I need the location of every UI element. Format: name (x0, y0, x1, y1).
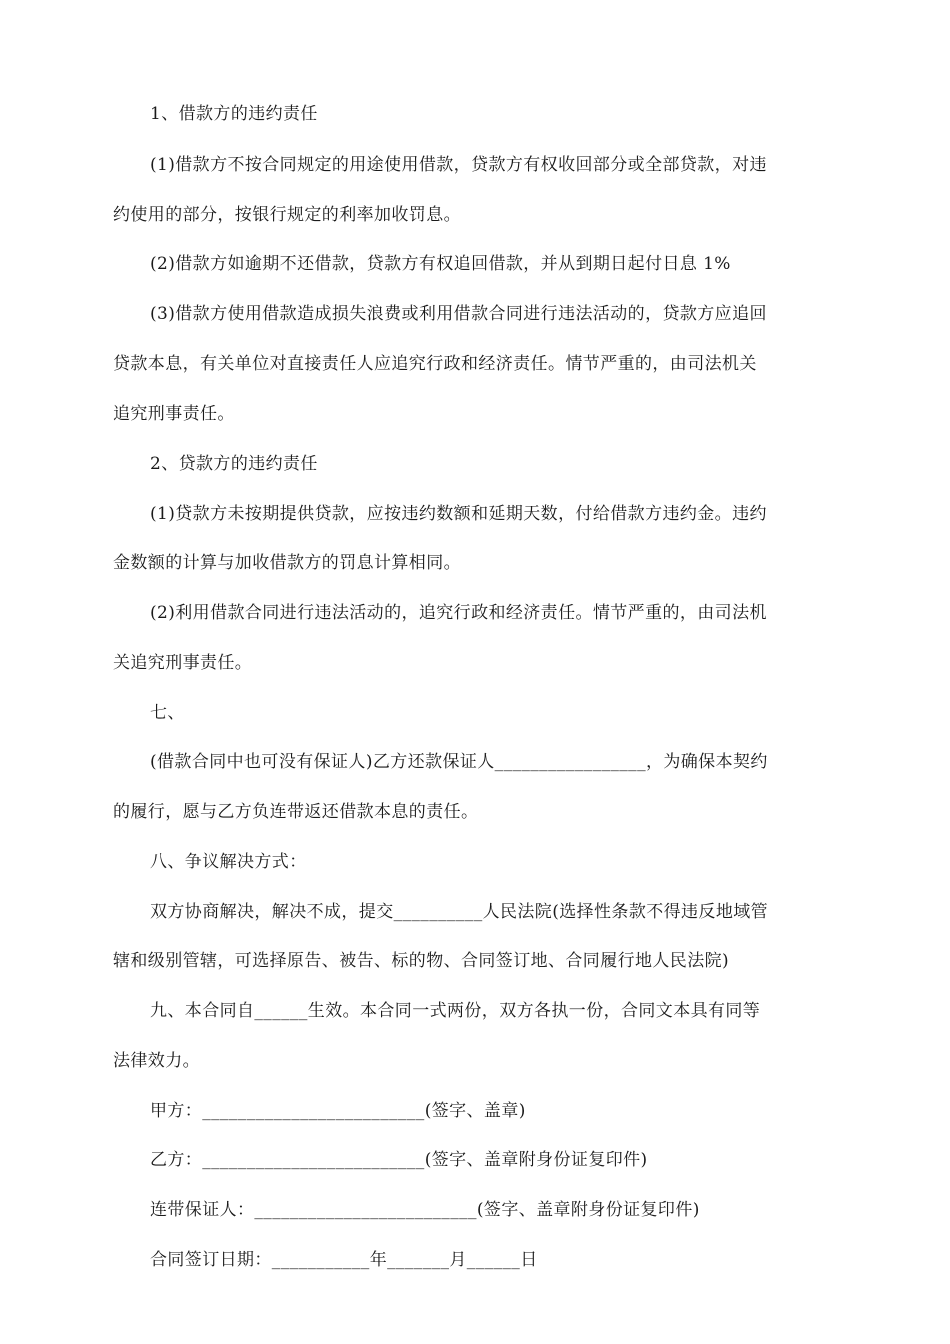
paragraph-line: (1)贷款方未按期提供贷款，应按违约数额和延期天数，付给借款方违约金。违约 (150, 504, 767, 524)
signature-line-guarantor: 连带保证人：_________________________(签字、盖章附身份证复印件) (150, 1200, 700, 1220)
paragraph-line: (2)利用借款合同进行违法活动的，追究行政和经济责任。情节严重的，由司法机 (150, 603, 767, 623)
paragraph-line: (1)借款方不按合同规定的用途使用借款，贷款方有权收回部分或全部贷款，对违 (150, 155, 767, 175)
paragraph-line: 贷款本息，有关单位对直接责任人应追究行政和经济责任。情节严重的，由司法机关 (113, 354, 757, 374)
paragraph-line: 法律效力。 (113, 1051, 200, 1071)
paragraph-line: 关追究刑事责任。 (113, 653, 253, 673)
signature-line-party-a: 甲方：_________________________(签字、盖章) (150, 1101, 526, 1121)
paragraph-line: 约使用的部分，按银行规定的利率加收罚息。 (113, 205, 461, 225)
paragraph-line: 的履行，愿与乙方负连带返还借款本息的责任。 (113, 802, 479, 822)
paragraph-line: 辖和级别管辖，可选择原告、被告、标的物、合同签订地、合同履行地人民法院) (113, 951, 730, 971)
paragraph-line: (2)借款方如逾期不还借款，贷款方有权追回借款，并从到期日起付日息 1% (150, 254, 731, 274)
signature-line-party-b: 乙方：_________________________(签字、盖章附身份证复印件) (150, 1150, 648, 1170)
section-heading: 八、争议解决方式： (150, 852, 307, 872)
paragraph-line: (3)借款方使用借款造成损失浪费或利用借款合同进行违法活动的，贷款方应追回 (150, 304, 767, 324)
signing-date-line: 合同签订日期：___________年_______月______日 (150, 1250, 538, 1270)
paragraph-line: 九、本合同自______生效。本合同一式两份，双方各执一份，合同文本具有同等 (150, 1001, 761, 1021)
paragraph-line: 双方协商解决，解决不成，提交__________人民法院(选择性条款不得违反地域管 (150, 902, 769, 922)
paragraph-line: 追究刑事责任。 (113, 404, 235, 424)
section-heading: 七、 (150, 703, 185, 723)
paragraph-line: 金数额的计算与加收借款方的罚息计算相同。 (113, 553, 461, 573)
section-heading: 2、贷款方的违约责任 (150, 454, 318, 474)
section-heading: 1、借款方的违约责任 (150, 104, 318, 124)
paragraph-line: (借款合同中也可没有保证人)乙方还款保证人_________________，为确保本契约 (150, 752, 768, 772)
